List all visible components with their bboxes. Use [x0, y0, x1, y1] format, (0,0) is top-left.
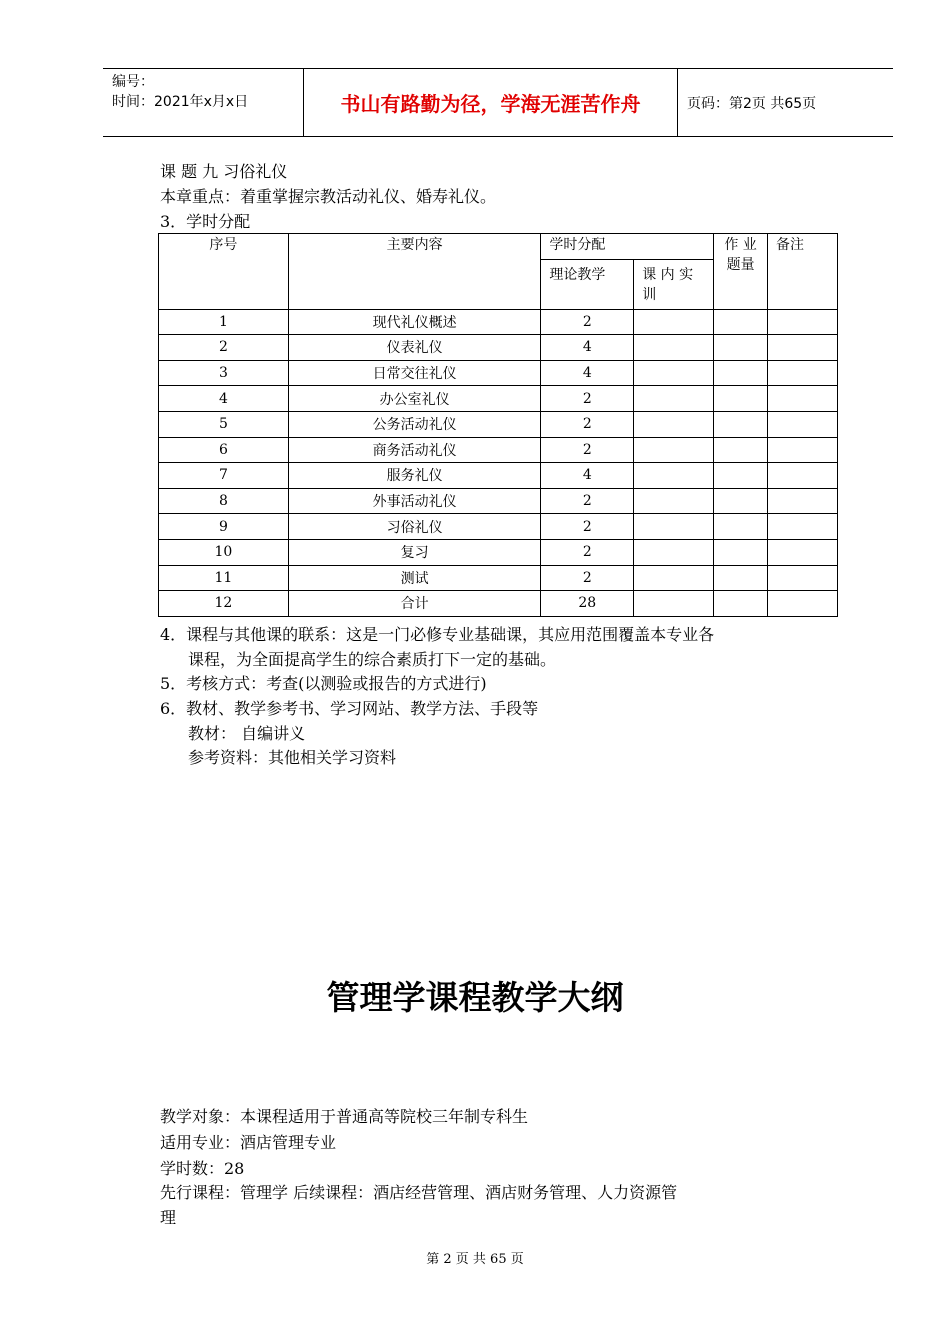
prereq-cont-line: 理 [160, 1208, 177, 1227]
row-theory: 2 [541, 488, 634, 514]
row-remark [768, 360, 838, 386]
row-practice [634, 463, 714, 489]
row-content: 测试 [288, 565, 541, 591]
row-no: 5 [159, 411, 289, 437]
row-remark [768, 309, 838, 335]
focus-line: 本章重点：着重掌握宗教活动礼仪、婚寿礼仪。 [160, 187, 497, 206]
header-page [677, 69, 893, 136]
row-content: 日常交往礼仪 [288, 360, 541, 386]
row-no: 8 [159, 488, 289, 514]
table-row [159, 591, 838, 617]
row-homework [714, 488, 768, 514]
row-homework [714, 411, 768, 437]
row-remark [768, 591, 838, 617]
row-no: 4 [159, 386, 289, 412]
row-no: 1 [159, 309, 289, 335]
hours-heading: 3．学时分配 [160, 212, 251, 231]
row-content: 习俗礼仪 [288, 514, 541, 540]
header-theory: 理论教学 [541, 259, 634, 309]
outline-title: 管理学课程教学大纲 [326, 978, 624, 1017]
row-remark [768, 565, 838, 591]
row-content: 外事活动礼仪 [288, 488, 541, 514]
row-theory: 2 [541, 437, 634, 463]
assessment-line: 5．考核方式：考查(以测验或报告的方式进行) [160, 674, 487, 693]
row-practice [634, 360, 714, 386]
row-practice [634, 514, 714, 540]
header-remark: 备注 [768, 234, 838, 310]
materials-line: 6．教材、教学参考书、学习网站、教学方法、手段等 [160, 699, 539, 718]
row-homework [714, 539, 768, 565]
header-content: 主要内容 [288, 234, 541, 310]
prereq-line: 先行课程：管理学 后续课程：酒店经营管理、酒店财务管理、人力资源管 [160, 1183, 678, 1202]
header-motto [303, 69, 678, 136]
row-remark [768, 463, 838, 489]
row-practice [634, 335, 714, 361]
page-header [103, 68, 893, 137]
row-remark [768, 411, 838, 437]
table-row [159, 360, 838, 386]
row-no: 9 [159, 514, 289, 540]
relation-line-1: 4．课程与其他课的联系：这是一门必修专业基础课，其应用范围覆盖本专业各 [160, 625, 715, 644]
row-practice [634, 488, 714, 514]
row-theory: 2 [541, 539, 634, 565]
row-theory: 2 [541, 565, 634, 591]
row-homework [714, 591, 768, 617]
table-row [159, 463, 838, 489]
row-homework [714, 386, 768, 412]
hours-line: 学时数：28 [160, 1159, 245, 1178]
row-practice [634, 591, 714, 617]
row-homework [714, 463, 768, 489]
table-row [159, 514, 838, 540]
row-no: 2 [159, 335, 289, 361]
motto-text: 书山有路勤为径，学海无涯苦作舟 [340, 92, 641, 116]
row-content: 商务活动礼仪 [288, 437, 541, 463]
row-practice [634, 565, 714, 591]
row-theory: 4 [541, 360, 634, 386]
row-practice [634, 411, 714, 437]
row-no: 10 [159, 539, 289, 565]
table-row [159, 437, 838, 463]
row-no: 7 [159, 463, 289, 489]
header-homework: 作 业 题量 [714, 234, 768, 310]
row-remark [768, 514, 838, 540]
hours-table [158, 233, 838, 617]
row-no: 3 [159, 360, 289, 386]
row-practice [634, 539, 714, 565]
row-no: 12 [159, 591, 289, 617]
page-footer: 第 2 页 共 65 页 [426, 1252, 524, 1267]
table-row [159, 565, 838, 591]
header-practice: 课 内 实 训 [634, 259, 714, 309]
row-homework [714, 309, 768, 335]
row-theory: 2 [541, 411, 634, 437]
row-content: 公务活动礼仪 [288, 411, 541, 437]
row-practice [634, 309, 714, 335]
row-theory: 4 [541, 463, 634, 489]
row-remark [768, 386, 838, 412]
row-practice [634, 386, 714, 412]
table-row [159, 411, 838, 437]
major-line: 适用专业：酒店管理专业 [160, 1133, 337, 1152]
table-row [159, 335, 838, 361]
row-theory: 2 [541, 309, 634, 335]
row-practice [634, 437, 714, 463]
audience-line: 教学对象：本课程适用于普通高等院校三年制专科生 [160, 1107, 529, 1126]
row-theory: 2 [541, 386, 634, 412]
table-row [159, 488, 838, 514]
relation-line-2: 课程，为全面提高学生的综合素质打下一定的基础。 [188, 650, 557, 669]
row-content: 合计 [288, 591, 541, 617]
row-theory: 2 [541, 514, 634, 540]
row-content: 仪表礼仪 [288, 335, 541, 361]
row-no: 6 [159, 437, 289, 463]
header-no: 序号 [159, 234, 289, 310]
header-hours: 学时分配 [541, 234, 714, 260]
row-homework [714, 360, 768, 386]
row-theory: 4 [541, 335, 634, 361]
row-no: 11 [159, 565, 289, 591]
row-remark [768, 488, 838, 514]
row-homework [714, 437, 768, 463]
row-content: 复习 [288, 539, 541, 565]
number-label: 编号： [112, 74, 154, 90]
row-homework [714, 565, 768, 591]
row-remark [768, 539, 838, 565]
row-content: 现代礼仪概述 [288, 309, 541, 335]
row-homework [714, 335, 768, 361]
row-remark [768, 335, 838, 361]
header-meta [103, 69, 303, 136]
time-label: 时间：2021年x月x日 [112, 94, 249, 110]
reference-line: 参考资料：其他相关学习资料 [188, 748, 397, 767]
row-theory: 28 [541, 591, 634, 617]
page-label: 页码：第2页 共65页 [687, 95, 817, 112]
row-homework [714, 514, 768, 540]
row-content: 服务礼仪 [288, 463, 541, 489]
row-content: 办公室礼仪 [288, 386, 541, 412]
table-row [159, 309, 838, 335]
row-remark [768, 437, 838, 463]
table-row [159, 539, 838, 565]
table-row [159, 386, 838, 412]
textbook-line: 教材： 自编讲义 [188, 724, 306, 743]
table-body [159, 309, 838, 616]
topic-line: 课 题 九 习俗礼仪 [160, 162, 288, 181]
